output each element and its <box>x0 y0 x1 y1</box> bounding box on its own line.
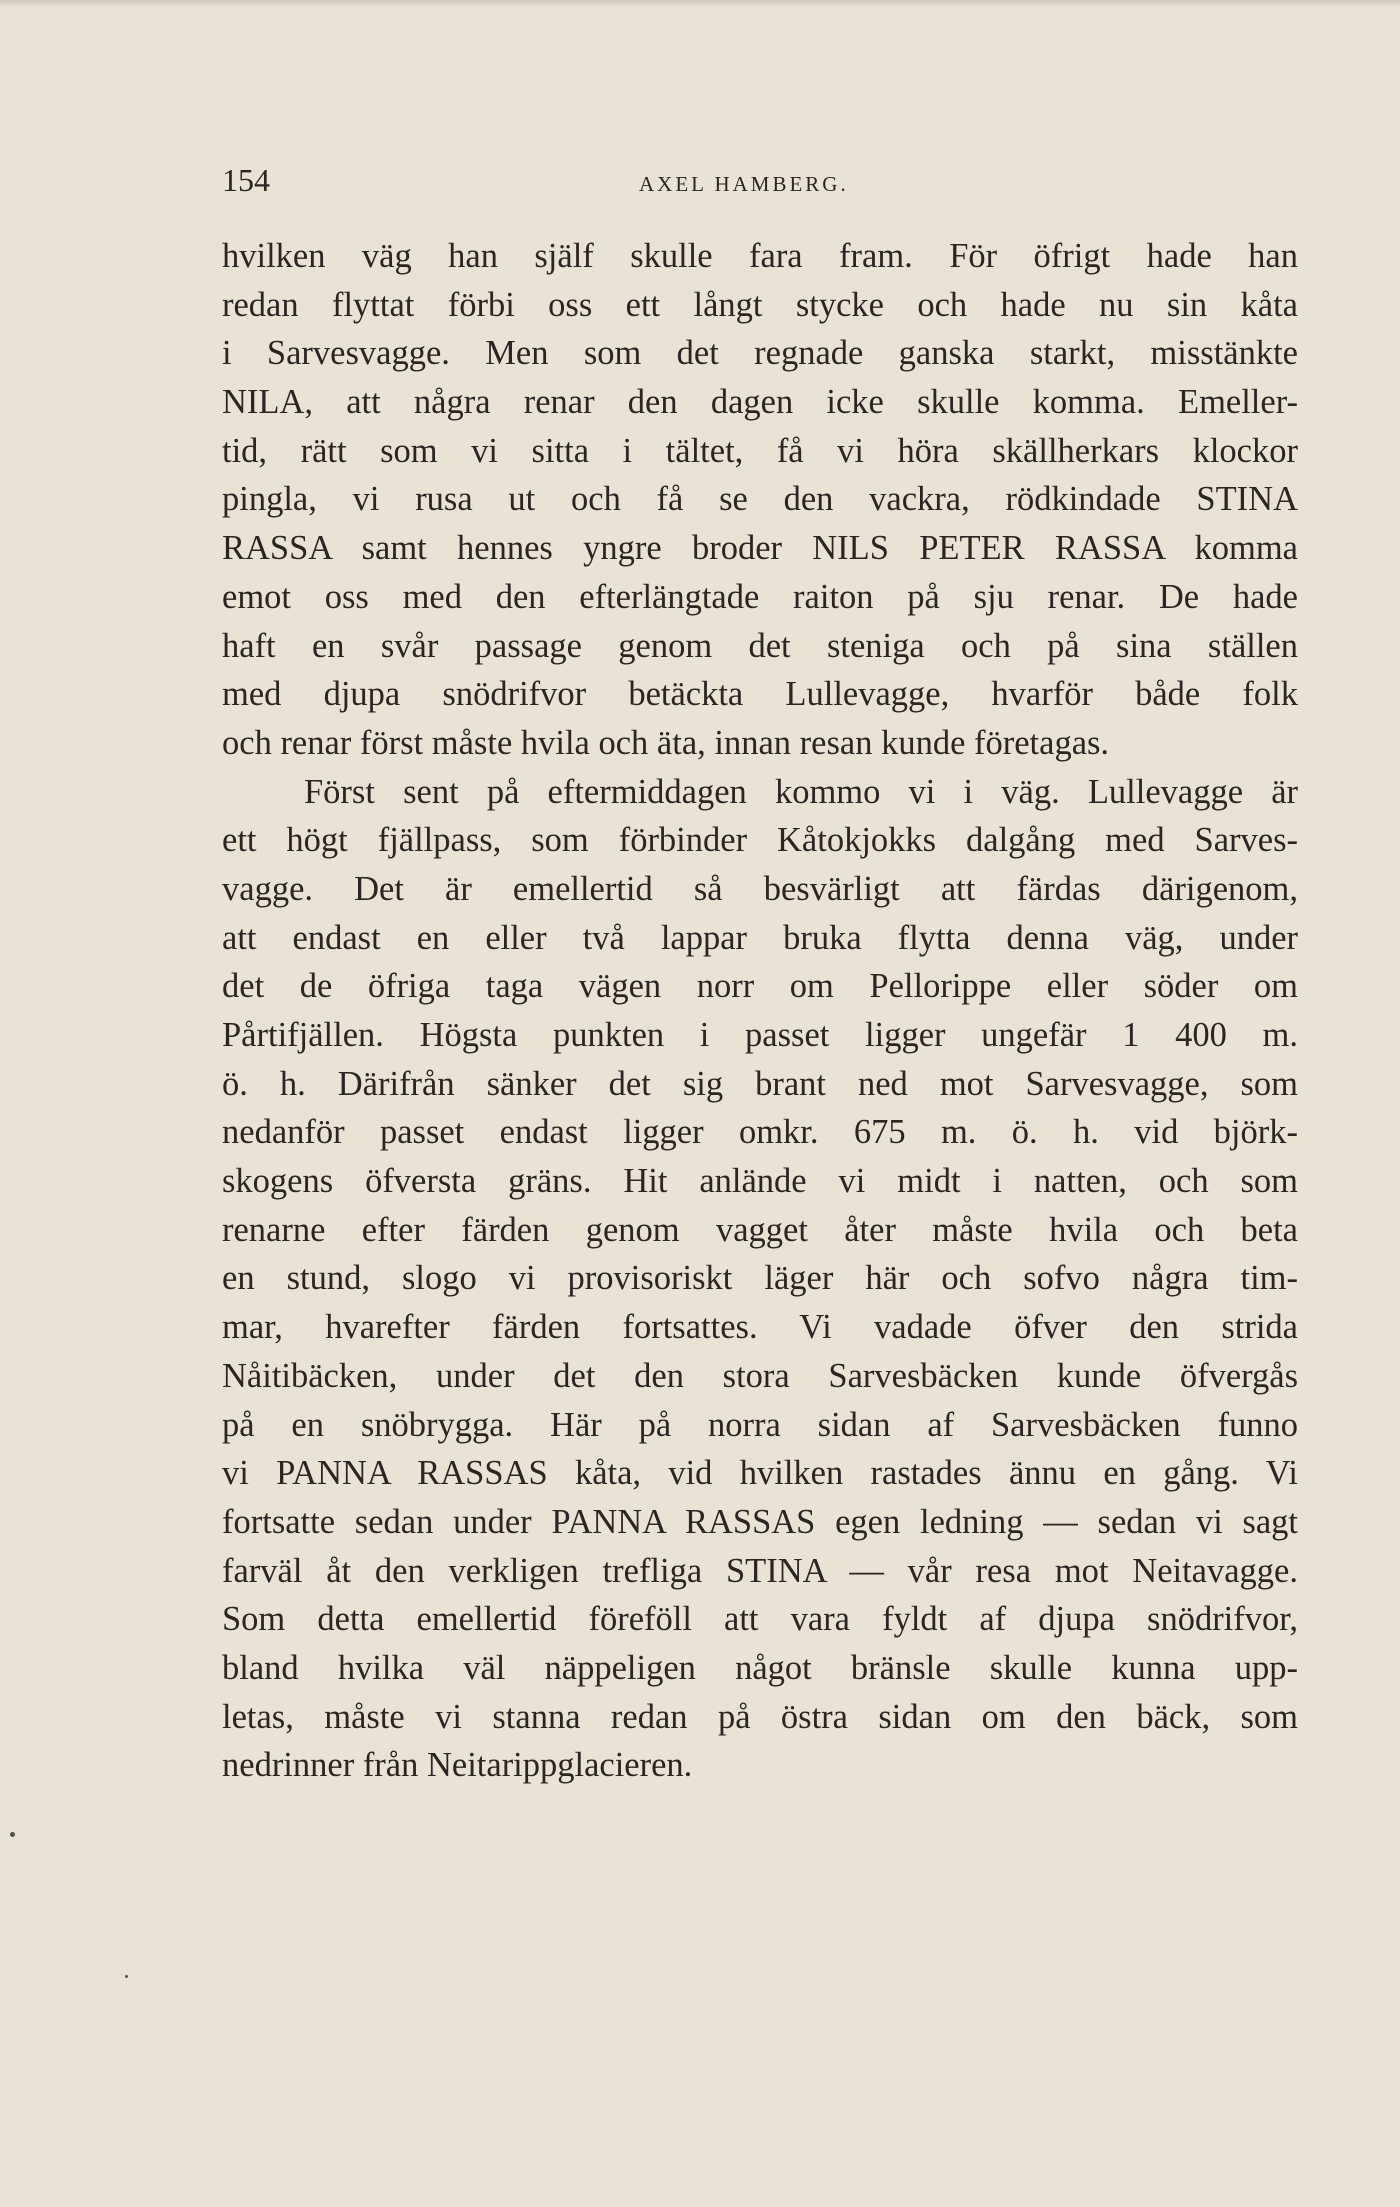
text-line: emot oss med den efterlängtade raiton på sju renar. De hade <box>222 577 1298 616</box>
page-number: 154 <box>222 162 270 198</box>
text-line: Som detta emellertid föreföll att vara fyldt af djupa snödrifvor, <box>222 1600 1298 1639</box>
text-line: att endast en eller två lappar bruka flytta denna väg, under <box>222 918 1298 957</box>
text-line: renarne efter färden genom vagget åter måste hvila och beta <box>222 1210 1298 1249</box>
text-line: hvilken väg han själf skulle fara fram. För öfrigt hade han <box>222 237 1298 275</box>
page-header <box>222 162 1302 202</box>
text-line: mar, hvarefter färden fortsattes. Vi vadade öfver den strida <box>222 1308 1298 1347</box>
running-head: AXEL HAMBERG. <box>639 172 849 196</box>
text-line: farväl åt den verkligen trefliga STINA — vår resa mot Neitavagge. <box>222 1551 1298 1590</box>
page-speck <box>10 1832 15 1837</box>
text-line: letas, måste vi stanna redan på östra sidan om den bäck, som <box>222 1697 1298 1736</box>
text-line: Först sent på eftermiddagen kommo vi i väg. Lullevagge är <box>304 772 1298 811</box>
text-line: det de öfriga taga vägen norr om Pellorippe eller söder om <box>222 967 1298 1006</box>
text-line: vi PANNA RASSAS kåta, vid hvilken rastades ännu en gång. Vi <box>222 1454 1298 1493</box>
page-speck <box>125 1975 128 1978</box>
text-line: på en snöbrygga. Här på norra sidan af Sarvesbäcken funno <box>222 1405 1298 1444</box>
body-text <box>222 232 1298 1790</box>
text-line: ö. h. Därifrån sänker det sig brant ned mot Sarvesvagge, som <box>222 1064 1298 1103</box>
text-line: pingla, vi rusa ut och få se den vackra, rödkindade STINA <box>222 480 1298 519</box>
text-line: vagge. Det är emellertid så besvärligt att färdas därigenom, <box>222 869 1298 908</box>
text-line: haft en svår passage genom det steniga och på sina ställen <box>222 626 1298 665</box>
page-top-edge <box>0 0 1400 8</box>
text-line: nedanför passet endast ligger omkr. 675 m. ö. h. vid björk- <box>222 1113 1298 1152</box>
text-line: NILA, att några renar den dagen icke skulle komma. Emeller- <box>222 383 1298 422</box>
text-line: i Sarvesvagge. Men som det regnade ganska starkt, misstänkte <box>222 334 1298 373</box>
text-line: nedrinner från Neitarippglacieren. <box>222 1746 693 1785</box>
text-line: Pårtifjällen. Högsta punkten i passet ligger ungefär 1 400 m. <box>222 1016 1298 1054</box>
text-line: Nåitibäcken, under det den stora Sarvesbäcken kunde öfvergås <box>222 1356 1298 1395</box>
text-line: redan flyttat förbi oss ett långt stycke och hade nu sin kåta <box>222 285 1298 324</box>
text-line: fortsatte sedan under PANNA RASSAS egen ledning — sedan vi sagt <box>222 1502 1298 1541</box>
text-line: tid, rätt som vi sitta i tältet, få vi höra skällherkars klockor <box>222 431 1298 470</box>
text-line: skogens öfversta gräns. Hit anlände vi midt i natten, och som <box>222 1162 1298 1201</box>
text-line: en stund, slogo vi provisoriskt läger här och sofvo några tim- <box>222 1259 1298 1298</box>
text-line: RASSA samt hennes yngre broder NILS PETER RASSA komma <box>222 529 1298 568</box>
text-line: med djupa snödrifvor betäckta Lullevagge, hvarför både folk <box>222 675 1298 714</box>
text-line: bland hvilka väl näppeligen något bränsle skulle kunna upp- <box>222 1648 1298 1687</box>
text-line: ett högt fjällpass, som förbinder Kåtokjokks dalgång med Sarves- <box>222 821 1298 860</box>
text-line: och renar först måste hvila och äta, innan resan kunde företagas. <box>222 723 1110 762</box>
